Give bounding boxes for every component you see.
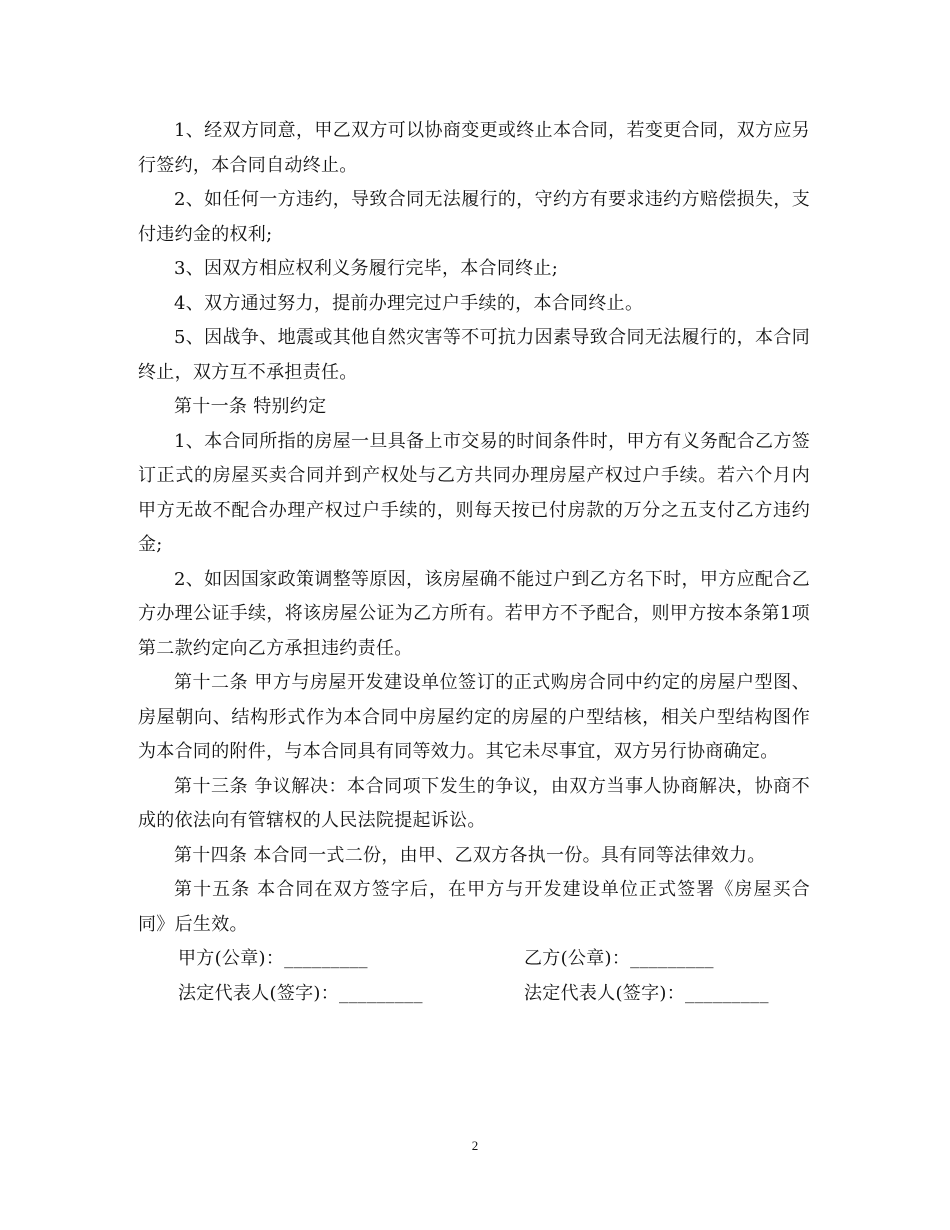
clause-paragraph: 5、因战争、地震或其他自然灾害等不可抗力因素导致合同无法履行的，本合同终止，双方互不承担责任。 — [138, 327, 810, 383]
article-paragraph: 第十四条 本合同一式二份，由甲、乙双方各执一份。具有同等法律效力。 — [174, 844, 766, 866]
article-paragraph: 第十三条 争议解决：本合同项下发生的争议，由双方当事人协商解决，协商不成的依法向有管辖权的人民法院提起诉讼。 — [138, 775, 810, 831]
clause-paragraph: 2、如任何一方违约，导致合同无法履行的，守约方有要求违约方赔偿损失，支付违约金的权利; — [138, 189, 810, 245]
article-heading: 第十一条 特别约定 — [174, 396, 327, 417]
party-b-seal-field: 乙方(公章)：_________ — [524, 948, 714, 969]
page-number: 2 — [471, 1138, 479, 1153]
party-b-representative-field: 法定代表人(签字)：_________ — [524, 982, 769, 1004]
party-a-representative-field: 法定代表人(签字)：_________ — [178, 982, 423, 1004]
representative-row — [138, 977, 810, 1012]
article-paragraph: 第十五条 本合同在双方签字后，在甲方与开发建设单位正式签署《房屋买合同》后生效。 — [138, 879, 810, 935]
clause-paragraph: 1、本合同所指的房屋一旦具备上市交易的时间条件时，甲方有义务配合乙方签订正式的房屋买卖合同并到产权处与乙方共同办理房屋产权过户手续。若六个月内甲方无故不配合办理产权过户手续的，则每天按已付房款的万分之五支付乙方违约金; — [138, 430, 810, 555]
document-body — [138, 114, 810, 1011]
seal-row — [138, 942, 810, 977]
clause-paragraph: 4、双方通过努力，提前办理完过户手续的，本合同终止。 — [174, 292, 644, 314]
article-paragraph: 第十二条 甲方与房屋开发建设单位签订的正式购房合同中约定的房屋户型图、房屋朝向、结构形式作为本合同中房屋约定的房屋的户型结核，相关户型结构图作为本合同的附件，与本合同具有同等效力。其它未尽事宜，双方另行协商确定。 — [138, 672, 810, 762]
clause-paragraph: 3、因双方相应权利义务履行完毕，本合同终止; — [174, 258, 559, 279]
clause-paragraph: 2、如因国家政策调整等原因，该房屋确不能过户到乙方名下时，甲方应配合乙方办理公证手续，将该房屋公证为乙方所有。若甲方不予配合，则甲方按本条第1项第二款约定向乙方承担违约责任。 — [138, 568, 810, 659]
party-a-seal-field: 甲方(公章)：_________ — [178, 948, 368, 969]
clause-paragraph: 1、经双方同意，甲乙双方可以协商变更或终止本合同，若变更合同，双方应另行签约，本合同自动终止。 — [138, 120, 810, 176]
